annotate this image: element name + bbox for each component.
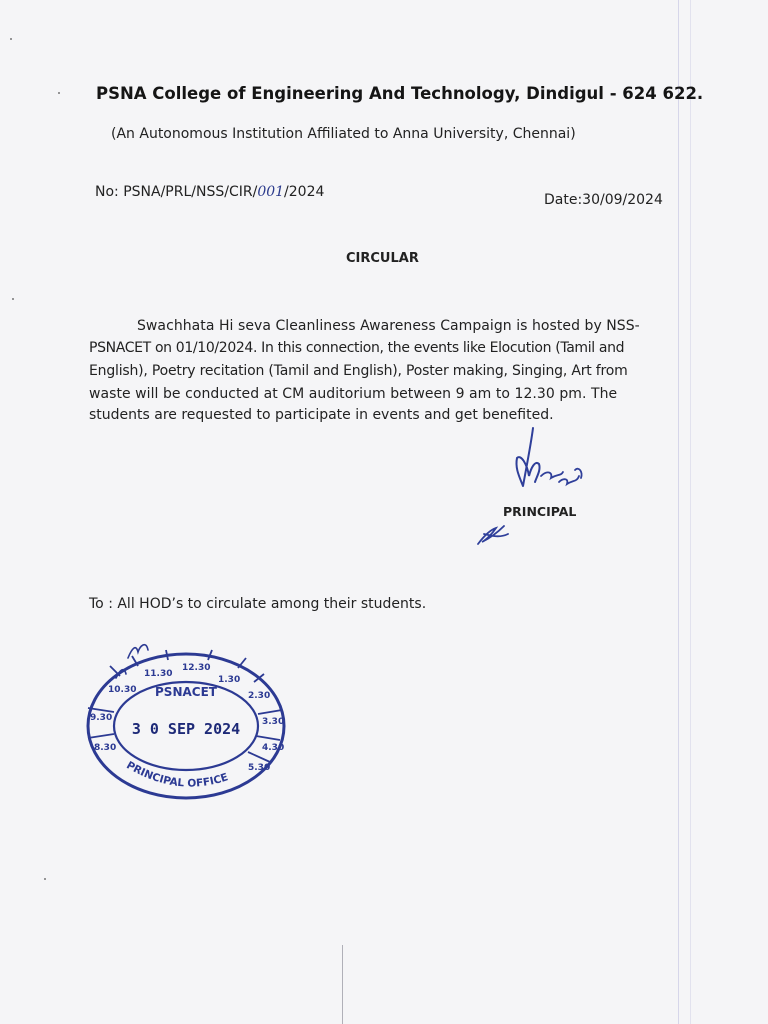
reference-prefix: No: PSNA/PRL/NSS/CIR/ xyxy=(95,184,258,200)
stamp-hour-label: 10.30 xyxy=(108,685,137,695)
affiliation-line: (An Autonomous Institution Affiliated to Anna University, Chennai) xyxy=(111,126,576,142)
body-line: students are requested to participate in events and get benefited. xyxy=(89,407,554,423)
scan-speck xyxy=(58,92,60,94)
margin-line-secondary xyxy=(690,0,691,1024)
stamp-hour-label: 1.30 xyxy=(218,675,241,685)
recipients-line: To : All HOD’s to circulate among their students. xyxy=(89,596,427,612)
stamp-hour-label: 11.30 xyxy=(144,669,173,679)
stamp-office-label xyxy=(124,759,229,789)
stamp-date: 3 0 SEP 2024 xyxy=(131,720,241,738)
body-line: PSNACET on 01/10/2024. In this connection, the events like Elocution (Tamil and xyxy=(89,340,625,356)
body-line: waste will be conducted at CM auditorium between 9 am to 12.30 pm. The xyxy=(89,386,618,402)
circular-date: Date:30/09/2024 xyxy=(544,192,663,208)
margin-line xyxy=(678,0,679,1024)
principal-signature xyxy=(505,424,595,504)
stamp-hour-label: 5.30 xyxy=(248,763,271,773)
stamp-hour-label: 2.30 xyxy=(248,691,271,701)
stamp-hour-label: 12.30 xyxy=(182,663,211,673)
stamp-hour-label: 3.30 xyxy=(262,717,285,727)
fold-mark xyxy=(342,945,343,1024)
stamp-hour-label: 8.30 xyxy=(94,743,117,753)
reference-handwritten-number: 001 xyxy=(257,184,285,200)
signatory-title: PRINCIPAL xyxy=(503,504,577,519)
stamp-office-text: PRINCIPAL OFFICE xyxy=(124,759,230,790)
principal-office-stamp xyxy=(80,636,292,806)
initial-mark xyxy=(474,520,514,550)
circular-reference-number xyxy=(95,184,324,200)
reference-suffix: /2024 xyxy=(284,184,325,200)
stamp-hour-label: 4.30 xyxy=(262,743,285,753)
scan-speck xyxy=(12,298,14,300)
body-line: Swachhata Hi seva Cleanliness Awareness Campaign is hosted by NSS- xyxy=(137,318,640,334)
stamp-hour-label: 9.30 xyxy=(90,713,113,723)
scan-speck xyxy=(44,878,46,880)
document-heading: CIRCULAR xyxy=(346,251,419,266)
scan-speck xyxy=(10,38,12,40)
body-line: English), Poetry recitation (Tamil and English), Poster making, Singing, Art from xyxy=(89,363,628,379)
institution-name: PSNA College of Engineering And Technology, Dindigul - 624 622. xyxy=(96,84,704,103)
stamp-organization: PSNACET xyxy=(155,685,217,699)
